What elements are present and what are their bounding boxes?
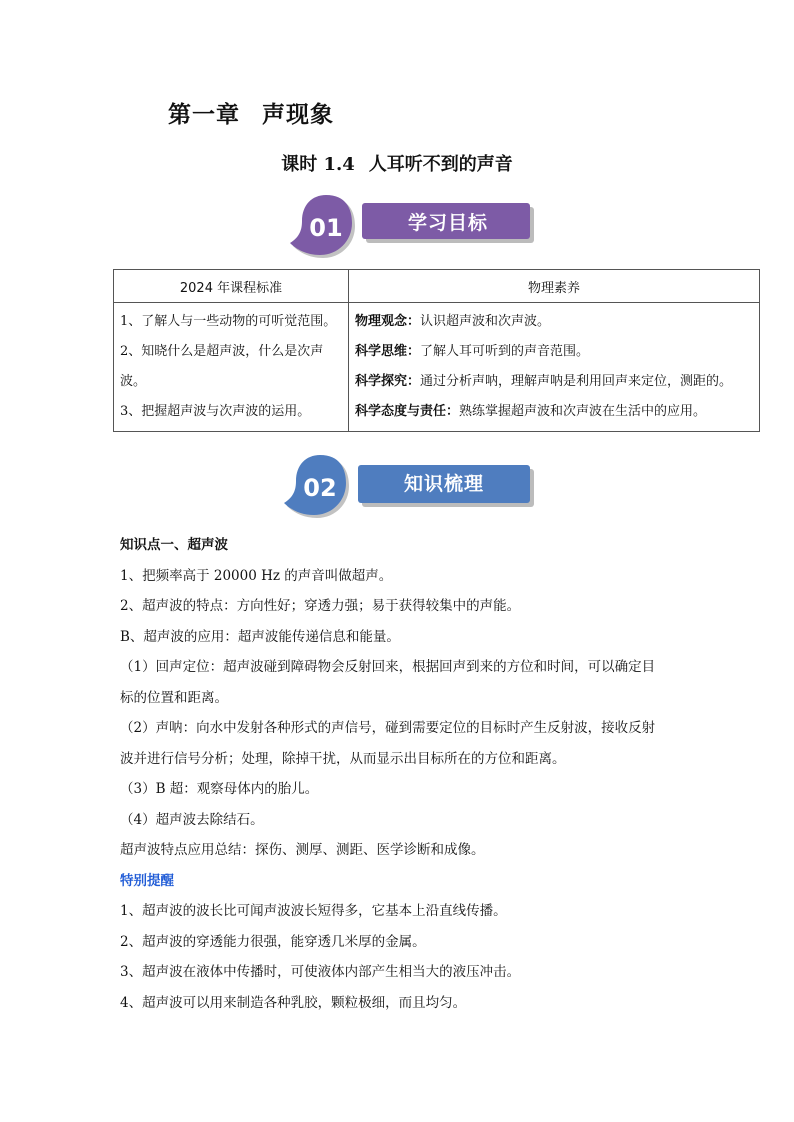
literacy-label: 科学思维： bbox=[355, 344, 421, 359]
literacy-line bbox=[355, 337, 753, 367]
table-header-row bbox=[114, 270, 760, 303]
tip-line: 3、超声波在液体中传播时，可使液体内部产生相当大的液压冲击。 bbox=[120, 964, 521, 980]
lesson-name: 人耳听不到的声音 bbox=[368, 154, 513, 175]
knowledge-line: 标的位置和距离。 bbox=[120, 689, 228, 706]
tip-line: 1、超声波的波长比可闻声波波长短得多，它基本上沿直线传播。 bbox=[120, 903, 507, 919]
chapter-name: 声现象 bbox=[262, 101, 334, 128]
lesson-title bbox=[0, 150, 794, 176]
literacy-line bbox=[355, 397, 753, 427]
section-number: 01 bbox=[309, 214, 343, 242]
knowledge-line: 2、超声波的特点：方向性好；穿透力强；易于获得较集中的声能。 bbox=[120, 598, 521, 614]
section-title: 学习目标 bbox=[407, 212, 488, 234]
literacy-text: 认识超声波和次声波。 bbox=[420, 314, 551, 329]
standard-line: 3、把握超声波与次声波的运用。 bbox=[120, 404, 311, 419]
literacy-label: 科学探究： bbox=[355, 374, 421, 389]
table-row bbox=[114, 303, 760, 432]
tip-line: 4、超声波可以用来制造各种乳胶，颗粒极细，而且均匀。 bbox=[120, 994, 467, 1011]
section-banner-objectives bbox=[290, 193, 550, 269]
knowledge-content bbox=[120, 530, 680, 1018]
lesson-number: 课时 1.4 bbox=[281, 154, 355, 175]
section-title: 知识梳理 bbox=[403, 473, 484, 495]
literacy-text: 了解人耳可听到的声音范围。 bbox=[420, 344, 590, 359]
literacy-line bbox=[355, 307, 753, 337]
standards-table bbox=[113, 269, 760, 432]
standard-cell bbox=[114, 303, 349, 432]
column-header-standard: 2024 年课程标准 bbox=[114, 270, 349, 303]
tips-title: 特别提醒 bbox=[120, 872, 174, 889]
knowledge-point-title: 知识点一、超声波 bbox=[120, 537, 228, 553]
knowledge-line: 超声波特点应用总结：探伤、测厚、测距、医学诊断和成像。 bbox=[120, 842, 485, 858]
column-header-literacy: 物理素养 bbox=[349, 270, 760, 303]
chapter-number: 第一章 bbox=[168, 101, 240, 128]
literacy-label: 科学态度与责任： bbox=[355, 404, 460, 419]
knowledge-line: （3）B 超：观察母体内的胎儿。 bbox=[120, 781, 319, 797]
chapter-title bbox=[168, 96, 334, 129]
standard-line: 波。 bbox=[120, 374, 147, 389]
standard-line: 1、了解人与一些动物的可听觉范围。 bbox=[120, 314, 337, 329]
section-banner-knowledge bbox=[284, 453, 544, 529]
knowledge-line: 波并进行信号分析；处理，除掉干扰，从而显示出目标所在的方位和距离。 bbox=[120, 750, 566, 767]
standard-line: 2、知晓什么是超声波，什么是次声 bbox=[120, 344, 324, 359]
literacy-text: 通过分析声呐，理解声呐是利用回声来定位，测距的。 bbox=[420, 374, 733, 389]
knowledge-line: （4）超声波去除结石。 bbox=[120, 811, 264, 828]
knowledge-line: 1、把频率高于 20000 Hz 的声音叫做超声。 bbox=[120, 567, 393, 584]
literacy-text: 熟练掌握超声波和次声波在生活中的应用。 bbox=[459, 404, 707, 419]
knowledge-line: （2）声呐：向水中发射各种形式的声信号，碰到需要定位的目标时产生反射波，接收反射 bbox=[120, 720, 656, 736]
literacy-label: 物理观念： bbox=[355, 314, 421, 329]
literacy-cell bbox=[349, 303, 760, 432]
knowledge-line: （1）回声定位：超声波碰到障碍物会反射回来，根据回声到来的方位和时间，可以确定目 bbox=[120, 659, 656, 675]
knowledge-line: B、超声波的应用：超声波能传递信息和能量。 bbox=[120, 628, 400, 645]
section-number: 02 bbox=[303, 474, 337, 502]
literacy-line bbox=[355, 367, 753, 397]
tip-line: 2、超声波的穿透能力很强，能穿透几米厚的金属。 bbox=[120, 933, 426, 950]
